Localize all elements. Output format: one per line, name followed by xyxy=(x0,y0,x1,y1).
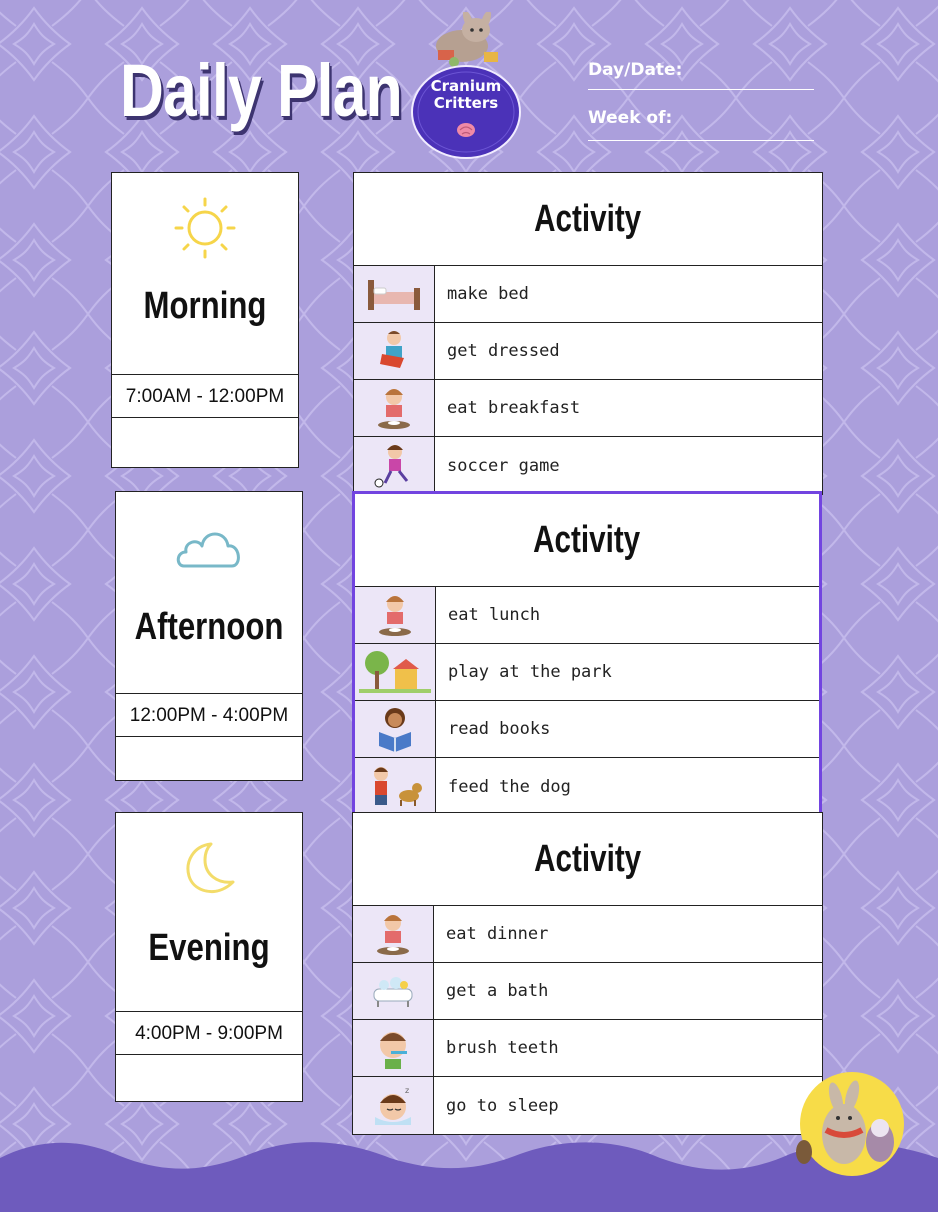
activity-row[interactable] xyxy=(353,963,822,1020)
activity-label: brush teeth xyxy=(446,1038,559,1058)
week-of-field[interactable] xyxy=(588,140,814,141)
cloud-icon xyxy=(174,522,244,572)
soccer-kid-icon xyxy=(354,437,435,494)
svg-text:z: z xyxy=(405,1085,410,1095)
day-date-field[interactable] xyxy=(588,89,814,90)
girl-eating-icon xyxy=(353,906,434,962)
activity-label: soccer game xyxy=(447,455,560,476)
reading-kid-icon xyxy=(355,701,436,757)
brushing-teeth-icon xyxy=(353,1020,434,1076)
page-title: Daily Plan xyxy=(120,49,402,132)
activity-label: get a bath xyxy=(446,981,549,1001)
bed-icon xyxy=(354,266,435,322)
moon-icon xyxy=(181,840,237,896)
activity-table-afternoon xyxy=(352,491,822,818)
activity-label: get dressed xyxy=(447,341,560,361)
activity-label: eat lunch xyxy=(448,605,541,625)
kid-with-dog-icon xyxy=(355,758,436,815)
activity-row[interactable] xyxy=(353,1020,822,1077)
period-time: 4:00PM - 9:00PM xyxy=(116,1011,302,1055)
activity-label: eat dinner xyxy=(446,924,549,944)
activity-header: Activity xyxy=(355,494,819,587)
park-icon xyxy=(355,644,436,700)
period-evening xyxy=(115,812,303,1102)
activity-table-evening xyxy=(352,812,823,1135)
activity-label: go to sleep xyxy=(446,1095,559,1116)
logo-wordmark xyxy=(406,78,526,112)
period-time: 7:00AM - 12:00PM xyxy=(112,374,298,418)
period-name: Afternoon xyxy=(134,606,284,648)
day-date-label: Day/Date: xyxy=(588,60,683,80)
activity-label: feed the dog xyxy=(448,776,571,797)
activity-row[interactable] xyxy=(355,587,819,644)
activity-row[interactable] xyxy=(353,906,822,963)
period-morning xyxy=(111,172,299,468)
activity-label: play at the park xyxy=(448,662,612,682)
girl-eating-icon xyxy=(354,380,435,436)
logo-line2: Critters xyxy=(433,94,499,112)
period-time: 12:00PM - 4:00PM xyxy=(116,693,302,737)
activity-row[interactable] xyxy=(353,1077,822,1134)
activity-row[interactable] xyxy=(355,701,819,758)
activity-label: eat breakfast xyxy=(447,398,581,418)
week-of-label: Week of: xyxy=(588,108,673,128)
sleeping-kid-icon xyxy=(353,1077,434,1134)
activity-label: make bed xyxy=(447,284,529,304)
bathtub-icon xyxy=(353,963,434,1019)
activity-header: Activity xyxy=(353,813,822,906)
period-afternoon xyxy=(115,491,303,781)
logo-line1: Cranium xyxy=(430,77,502,95)
activity-row[interactable] xyxy=(354,380,822,437)
activity-row[interactable] xyxy=(355,644,819,701)
activity-row[interactable] xyxy=(354,266,822,323)
activity-table-morning xyxy=(353,172,823,495)
dressing-kid-icon xyxy=(354,323,435,379)
activity-header: Activity xyxy=(354,173,822,266)
girl-eating-icon xyxy=(355,587,436,643)
activity-row[interactable] xyxy=(354,437,822,494)
activity-label: read books xyxy=(448,719,551,739)
period-name: Morning xyxy=(143,285,267,327)
cranium-critters-logo xyxy=(406,12,526,152)
activity-row[interactable] xyxy=(355,758,819,815)
activity-row[interactable] xyxy=(354,323,822,380)
owl-bunny-mascot-icon xyxy=(790,1072,906,1176)
period-name: Evening xyxy=(148,927,270,969)
sun-icon xyxy=(173,196,237,260)
